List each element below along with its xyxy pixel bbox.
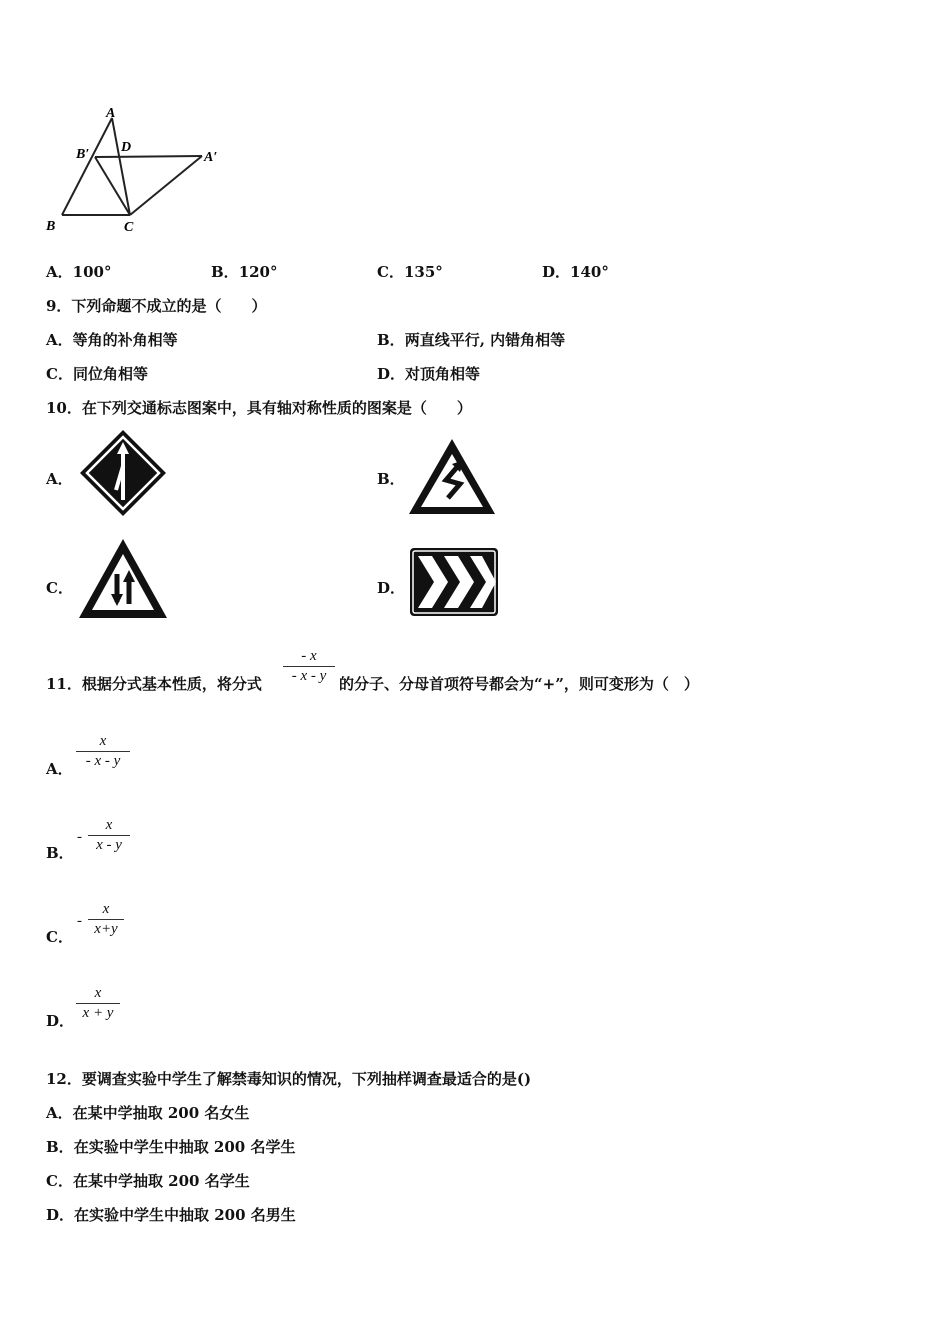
label-a-prime: A′ <box>204 150 218 165</box>
q9-option-c: C．同位角相等 <box>46 365 148 383</box>
label-b: B <box>46 219 56 234</box>
q12-option-a: A．在某中学抽取 200 名女生 <box>46 1104 250 1122</box>
q11-option-b-letter: B． <box>46 844 74 862</box>
q11-stem-after: 的分子、分母首项符号都会为“+”，则可变形为（ ） <box>339 675 699 693</box>
q8-option-a: A．100° <box>46 263 112 281</box>
label-b-prime: B′ <box>76 147 90 162</box>
q8-option-b: B．120° <box>211 263 278 281</box>
q12-option-c: C．在某中学抽取 200 名学生 <box>46 1172 250 1190</box>
two-way-traffic-sign-icon <box>76 536 170 622</box>
q11-option-d-fraction: x x + y <box>76 985 120 1022</box>
chevron-arrows-sign-icon <box>408 546 500 618</box>
q10-option-d-letter: D． <box>377 579 406 597</box>
q10-option-a-letter: A． <box>46 470 73 488</box>
reverse-curve-sign-icon <box>406 436 498 518</box>
q10-stem: 10．在下列交通标志图案中，具有轴对称性质的图案是（ ） <box>46 399 472 417</box>
q11-option-c-letter: C． <box>46 928 73 946</box>
q8-option-d: D．140° <box>542 263 609 281</box>
triangle-figure <box>40 100 240 240</box>
q11-option-a-fraction: x - x - y <box>76 733 130 770</box>
q10-option-c-letter: C． <box>46 579 73 597</box>
merge-sign-icon <box>78 428 168 518</box>
q11-option-b-fraction: x x - y <box>88 817 130 854</box>
q12-option-b: B．在实验中学生中抽取 200 名学生 <box>46 1138 296 1156</box>
label-d: D <box>121 140 132 155</box>
q10-option-b-letter: B． <box>377 470 405 488</box>
q12-stem: 12．要调查实验中学生了解禁毒知识的情况，下列抽样调查最适合的是() <box>46 1070 532 1088</box>
q11-stem-fraction: - x - x - y <box>283 648 335 685</box>
q11-option-b-sign: - <box>77 829 82 845</box>
q11-option-a-letter: A． <box>46 760 73 778</box>
q9-option-b: B．两直线平行, 内错角相等 <box>377 331 566 349</box>
label-c: C <box>124 220 134 235</box>
q11-option-d-letter: D． <box>46 1012 75 1030</box>
q11-stem-before: 11．根据分式基本性质，将分式 <box>46 675 262 693</box>
q9-option-a: A．等角的补角相等 <box>46 331 178 349</box>
q8-option-c: C．135° <box>377 263 443 281</box>
q9-option-d: D．对顶角相等 <box>377 365 481 383</box>
q11-option-c-fraction: x x+y <box>88 901 124 938</box>
q12-option-d: D．在实验中学生中抽取 200 名男生 <box>46 1206 296 1224</box>
q9-stem: 9．下列命题不成立的是（ ） <box>46 297 267 315</box>
label-a: A <box>106 106 116 121</box>
q11-option-c-sign: - <box>77 913 82 929</box>
